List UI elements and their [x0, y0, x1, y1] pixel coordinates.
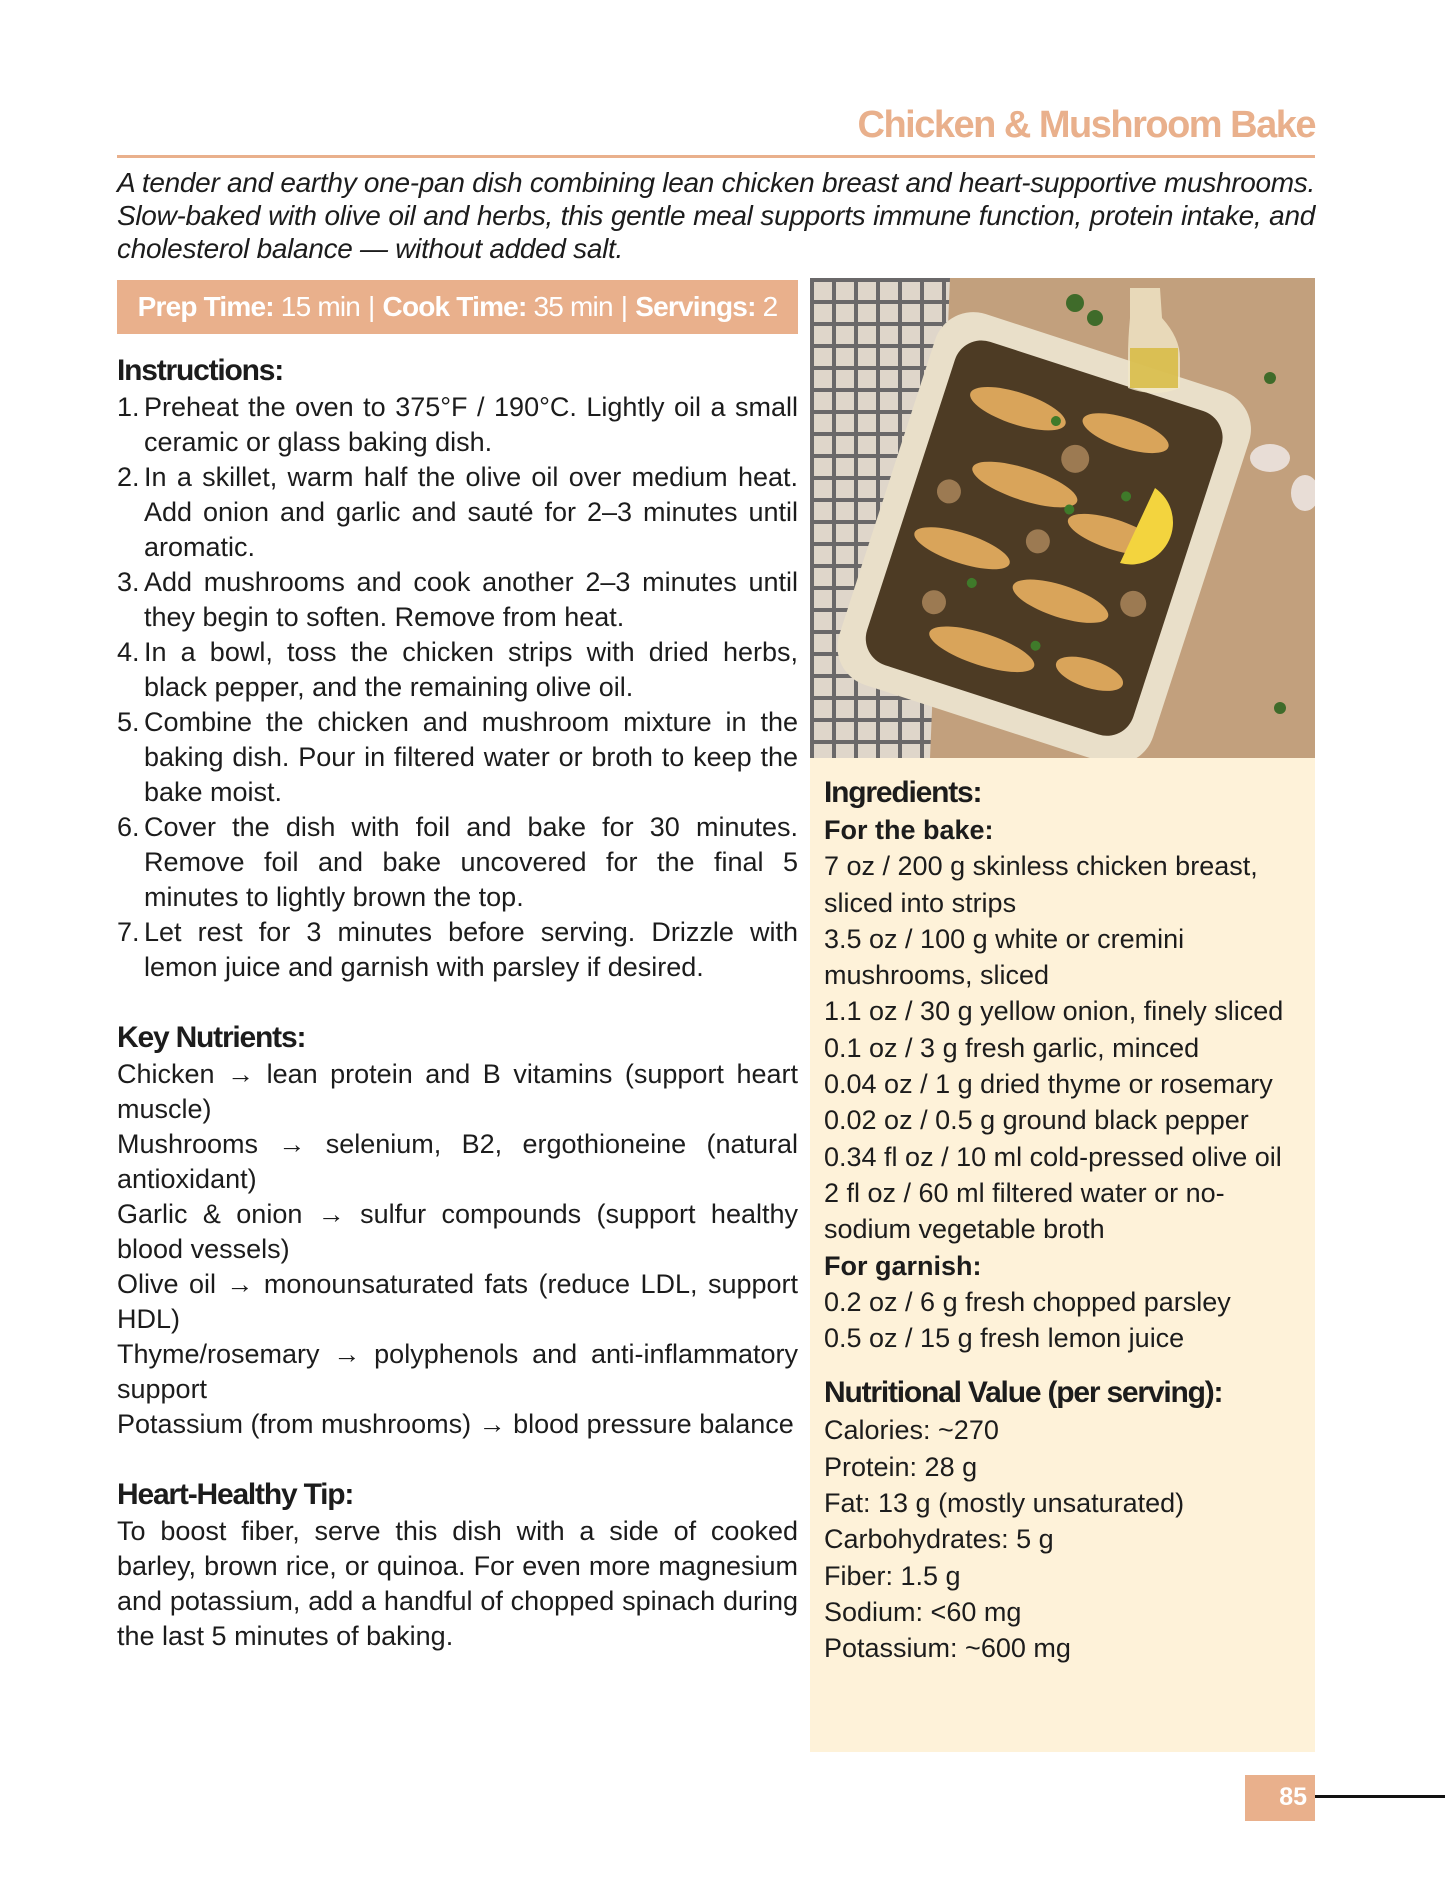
- cook-time: 35 min: [533, 291, 613, 322]
- left-column: [117, 352, 798, 1654]
- nutrition-list: [824, 1412, 1301, 1666]
- nutrient-item: Garlic & onion → sulfur compounds (support healthy blood vessels): [117, 1199, 798, 1264]
- recipe-title: Chicken & Mushroom Bake: [857, 104, 1315, 146]
- step-text: Let rest for 3 minutes before serving. Drizzle with lemon juice and garnish with parsley if desired.: [144, 917, 798, 982]
- nutrient-item: Chicken → lean protein and B vitamins (support heart muscle): [117, 1059, 798, 1124]
- step-number: 1.: [117, 392, 140, 422]
- ingredient-item: 0.34 fl oz / 10 ml cold-pressed olive oil: [824, 1141, 1282, 1172]
- step-text: Cover the dish with foil and bake for 30 minutes. Remove foil and bake uncovered for the final 5 minutes to lightly brown the top.: [144, 812, 798, 912]
- ingredient-item: 0.1 oz / 3 g fresh garlic, minced: [824, 1032, 1200, 1063]
- step-text: In a skillet, warm half the olive oil over medium heat. Add onion and garlic and sauté for 2–3 minutes until aromatic.: [144, 462, 798, 562]
- separator: |: [620, 291, 628, 322]
- recipe-photo: [810, 278, 1315, 758]
- separator: |: [368, 291, 375, 322]
- step-text: Combine the chicken and mushroom mixture in the baking dish. Pour in filtered water or broth to keep the bake moist.: [144, 707, 798, 807]
- nutrient-item: Olive oil → monounsaturated fats (reduce LDL, support HDL): [117, 1269, 798, 1334]
- ingredient-item: 0.2 oz / 6 g fresh chopped parsley: [824, 1286, 1231, 1317]
- step-number: 2.: [117, 462, 140, 492]
- nutrients-list: [117, 1057, 798, 1442]
- time-banner: [117, 280, 798, 334]
- step-number: 3.: [117, 567, 140, 597]
- instruction-step: [117, 460, 798, 565]
- ingredient-item: 3.5 oz / 100 g white or cremini mushrooms, sliced: [824, 923, 1185, 991]
- page-number: 85: [1245, 1775, 1315, 1821]
- ingredient-item: 0.02 oz / 0.5 g ground black pepper: [824, 1105, 1249, 1136]
- instruction-step: [117, 705, 798, 810]
- title-divider: [117, 155, 1315, 158]
- step-number: 5.: [117, 707, 140, 737]
- tip-text: To boost fiber, serve this dish with a side of cooked barley, brown rice, or quinoa. For even more magnesium and potassium, add a handful of chopped spinach during the last 5 minutes of baking.: [117, 1516, 798, 1651]
- nutrient-item: Potassium (from mushrooms) → blood pressure balance: [117, 1409, 794, 1439]
- nutrition-heading: Nutritional Value (per serving):: [824, 1376, 1223, 1410]
- servings-label: Servings:: [635, 291, 756, 322]
- instructions-list: [117, 390, 798, 985]
- instructions-heading: Instructions:: [117, 354, 284, 387]
- instruction-step: [117, 390, 798, 460]
- ingredients-panel: [810, 758, 1315, 1752]
- nutrients-heading: Key Nutrients:: [117, 1021, 306, 1054]
- garnish-subheading: For garnish:: [824, 1250, 982, 1281]
- prep-time: 15 min: [280, 291, 361, 322]
- ingredients-heading: Ingredients:: [824, 776, 982, 809]
- ingredient-item: 2 fl oz / 60 ml filtered water or no-sodium vegetable broth: [824, 1177, 1225, 1245]
- ingredient-item: 1.1 oz / 30 g yellow onion, finely sliced: [824, 996, 1284, 1027]
- nutrient-item: Mushrooms → selenium, B2, ergothioneine (natural antioxidant): [117, 1129, 798, 1194]
- bake-subheading: For the bake:: [824, 815, 994, 845]
- nutrition-item: Potassium: ~600 mg: [824, 1633, 1071, 1664]
- nutrition-item: Fiber: 1.5 g: [824, 1560, 961, 1591]
- step-text: Preheat the oven to 375°F / 190°C. Lightly oil a small ceramic or glass baking dish.: [144, 392, 798, 457]
- nutrition-item: Calories: ~270: [824, 1415, 999, 1446]
- prep-label: Prep Time:: [137, 291, 274, 322]
- garnish-ingredients: [824, 1284, 1301, 1357]
- nutrition-item: Fat: 13 g (mostly unsaturated): [824, 1488, 1185, 1519]
- nutrient-item: Thyme/rosemary → polyphenols and anti-inflammatory support: [117, 1339, 798, 1404]
- servings: 2: [762, 291, 778, 322]
- nutrition-item: Protein: 28 g: [824, 1451, 978, 1482]
- step-number: 4.: [117, 637, 140, 667]
- page-line: [1315, 1795, 1445, 1798]
- ingredient-item: 7 oz / 200 g skinless chicken breast, sliced into strips: [824, 851, 1258, 918]
- step-text: Add mushrooms and cook another 2–3 minutes until they begin to soften. Remove from heat.: [144, 567, 798, 632]
- step-number: 6.: [117, 812, 140, 842]
- ingredient-item: 0.5 oz / 15 g fresh lemon juice: [824, 1323, 1185, 1354]
- recipe-intro: A tender and earthy one-pan dish combining lean chicken breast and heart-supportive mushrooms. Slow-baked with olive oil and herbs, this gentle meal supports immune function, protein intake, and cholesterol balance — without added salt.: [117, 167, 1315, 264]
- nutrition-item: Sodium: <60 mg: [824, 1596, 1022, 1627]
- instruction-step: [117, 915, 798, 985]
- instruction-step: [117, 565, 798, 635]
- step-number: 7.: [117, 917, 140, 947]
- tip-heading: Heart-Healthy Tip:: [117, 1478, 354, 1511]
- cook-label: Cook Time:: [382, 291, 527, 322]
- instruction-step: [117, 810, 798, 915]
- nutrition-item: Carbohydrates: 5 g: [824, 1524, 1054, 1555]
- step-text: In a bowl, toss the chicken strips with dried herbs, black pepper, and the remaining olive oil.: [144, 637, 798, 702]
- instruction-step: [117, 635, 798, 705]
- ingredient-item: 0.04 oz / 1 g dried thyme or rosemary: [824, 1069, 1273, 1100]
- bake-ingredients: [824, 848, 1301, 1247]
